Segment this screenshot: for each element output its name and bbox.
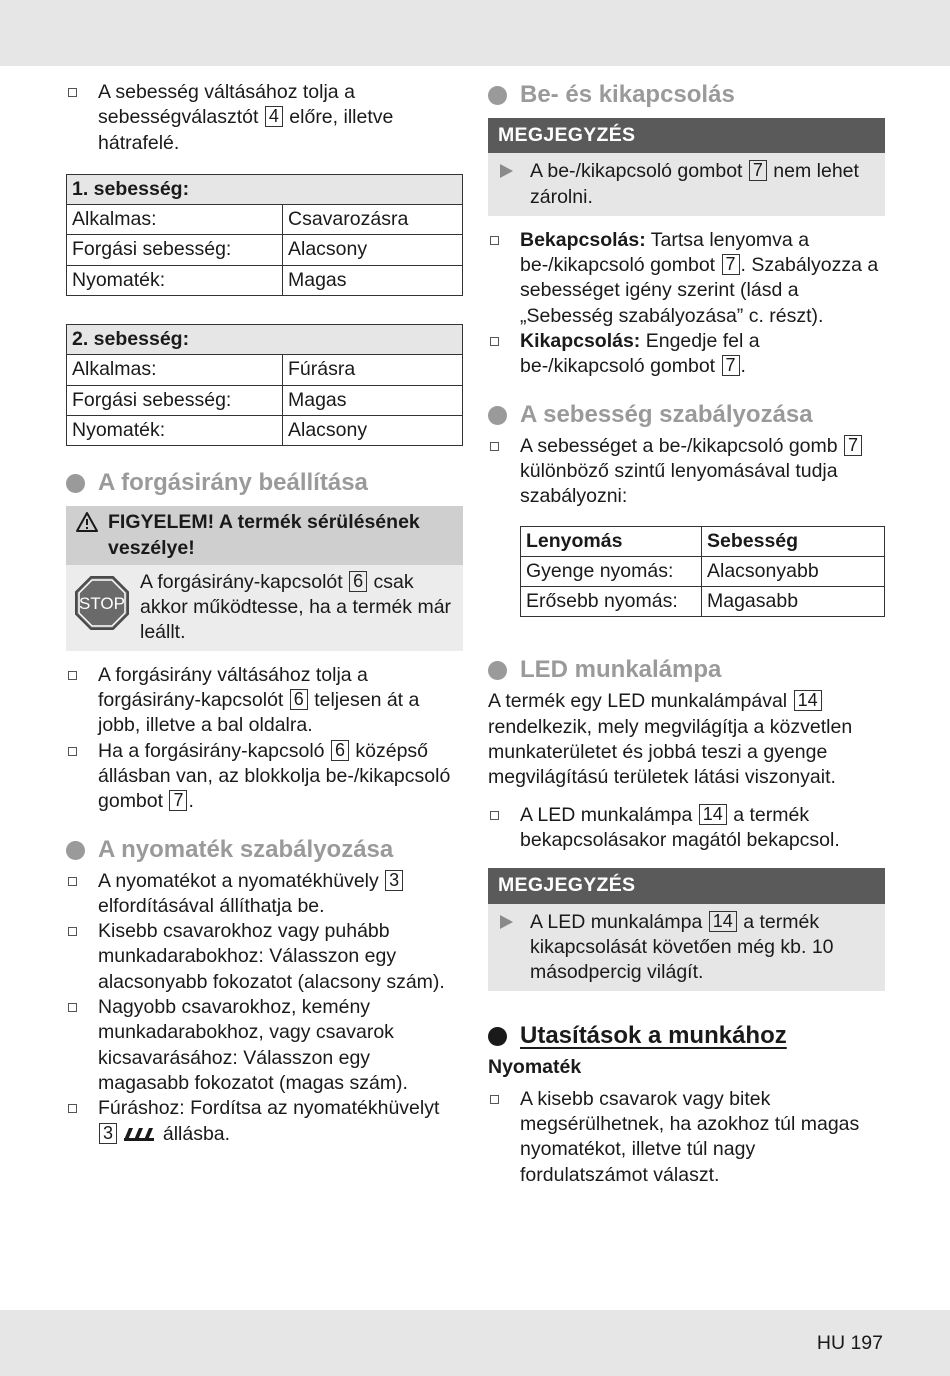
led-note bbox=[488, 868, 885, 991]
pressure-table-wrap bbox=[488, 526, 885, 618]
speed-instruction: A sebességet a be-/kikapcsoló gomb 7 különböző szintű lenyomásával tudja szabályozni: bbox=[488, 434, 885, 510]
section-bullet-icon bbox=[488, 406, 507, 425]
drill-symbol-icon bbox=[123, 1124, 157, 1149]
svg-text:STOP: STOP bbox=[79, 593, 125, 613]
table-row: Alkalmas: Fúrásra bbox=[67, 355, 463, 385]
right-column bbox=[488, 80, 885, 1188]
speed1-table bbox=[66, 174, 463, 296]
note-header: MEGJEGYZÉS bbox=[488, 118, 885, 153]
checkbox-bullet-icon bbox=[490, 442, 499, 451]
speed1-title: 1. sebesség: bbox=[67, 174, 463, 204]
checkbox-bullet-icon bbox=[68, 1003, 77, 1012]
part-ref-4: 4 bbox=[265, 106, 283, 127]
checkbox-bullet-icon bbox=[68, 1104, 77, 1113]
direction-bullet-2: Ha a forgásirány-kapcsoló 6 középső állásban van, az blokkolja be-/kikapcsoló gombot 7 . bbox=[66, 739, 463, 815]
table-row: Nyomaték: Magas bbox=[67, 265, 463, 295]
checkbox-bullet-icon bbox=[490, 337, 499, 346]
section-bullet-icon bbox=[66, 841, 85, 860]
checkbox-bullet-icon bbox=[490, 811, 499, 820]
part-ref-14: 14 bbox=[699, 804, 727, 825]
table-row: Forgási sebesség: Alacsony bbox=[67, 235, 463, 265]
part-ref-7: 7 bbox=[722, 355, 740, 376]
warning-body: STOP A forgásirány-kapcsolót 6 csak akkor működtesse, ha a termék már leállt. bbox=[66, 565, 463, 651]
torque-bullet-3: Nagyobb csavarokhoz, kemény munkadarabokhoz, vagy csavarok kicsavarásához: Válasszon egy magasabb fokozatot (magas szám). bbox=[66, 995, 463, 1096]
speed2-title: 2. sebesség: bbox=[67, 325, 463, 355]
led-bullet: A LED munkalámpa 14 a termék bekapcsolásakor magától bekapcsol. bbox=[488, 803, 885, 854]
led-section-title: LED munkalámpa bbox=[488, 655, 885, 685]
warning-triangle-icon bbox=[76, 512, 98, 539]
warning-header: FIGYELEM! A termék sérülésének veszélye! bbox=[66, 506, 463, 565]
checkbox-bullet-icon bbox=[68, 927, 77, 936]
switch-off-instruction: Kikapcsolás: Engedje fel a be-/kikapcsoló gombot 7 . bbox=[488, 329, 885, 380]
checkbox-bullet-icon bbox=[68, 747, 77, 756]
work-bullet: A kisebb csavarok vagy bitek megsérülhetnek, ha azokhoz túl magas nyomatékot, illetve túl nagy fordulatszámot választ. bbox=[488, 1087, 885, 1188]
onoff-section-title: Be- és kikapcsolás bbox=[488, 80, 885, 110]
table-row: Erősebb nyomás: Magasabb bbox=[521, 587, 885, 617]
table-header-row: Lenyomás Sebesség bbox=[521, 526, 885, 556]
part-ref-3: 3 bbox=[385, 870, 403, 891]
note-body: A LED munkalámpa 14 a termék kikapcsolását követően még kb. 10 másodpercig világít. bbox=[488, 904, 885, 992]
part-ref-7: 7 bbox=[749, 160, 767, 181]
torque-subheading: Nyomaték bbox=[488, 1056, 582, 1079]
speed2-table bbox=[66, 324, 463, 446]
part-ref-6: 6 bbox=[349, 571, 367, 592]
table-row: Nyomaték: Alacsony bbox=[67, 415, 463, 445]
part-ref-6: 6 bbox=[331, 740, 349, 761]
part-ref-7: 7 bbox=[169, 790, 187, 811]
direction-section-title: A forgásirány beállítása bbox=[66, 468, 463, 498]
note-header: MEGJEGYZÉS bbox=[488, 868, 885, 903]
checkbox-bullet-icon bbox=[68, 88, 77, 97]
part-ref-6: 6 bbox=[290, 689, 308, 710]
footer-band bbox=[0, 1310, 950, 1376]
note-body: A be-/kikapcsoló gombot 7 nem lehet zárolni. bbox=[488, 153, 885, 216]
checkbox-bullet-icon bbox=[490, 236, 499, 245]
work-section-title: Utasítások a munkához bbox=[488, 1021, 885, 1051]
section-bullet-icon bbox=[488, 86, 507, 105]
checkbox-bullet-icon bbox=[490, 1095, 499, 1104]
table-row: Forgási sebesség: Magas bbox=[67, 385, 463, 415]
torque-bullet-4: Fúráshoz: Fordítsa az nyomatékhüvelyt 3 állásba. bbox=[66, 1096, 463, 1149]
led-description: A termék egy LED munkalámpával 14 rendelkezik, mely megvilágítja a közvetlen munkaterületet és jobbá teszi a gyenge megvilágítású területek látási viszonyait. bbox=[488, 690, 853, 789]
direction-bullet-1: A forgásirány váltásához tolja a forgásirány-kapcsolót 6 teljesen át a jobb, illetve a bal oldalra. bbox=[66, 663, 463, 739]
checkbox-bullet-icon bbox=[68, 877, 77, 886]
warning-box bbox=[66, 506, 463, 650]
arrow-right-icon bbox=[500, 915, 513, 929]
torque-bullet-2: Kisebb csavarokhoz vagy puhább munkadarabokhoz: Válasszon egy alacsonyabb fokozatot (alacsony szám). bbox=[66, 919, 463, 995]
arrow-right-icon bbox=[500, 164, 513, 178]
speed-section-title: A sebesség szabályozása bbox=[488, 400, 885, 430]
section-bullet-icon bbox=[66, 474, 85, 493]
part-ref-7: 7 bbox=[844, 435, 862, 456]
switch-on-instruction: Bekapcsolás: Tartsa lenyomva a be-/kikapcsoló gombot 7 . Szabályozza a sebességet igény szerint (lásd a „Sebesség szabályozása” c. részt). bbox=[488, 228, 885, 329]
torque-bullet-1: A nyomatékot a nyomatékhüvely 3 elfordításával állíthatja be. bbox=[66, 869, 463, 920]
table-row: Gyenge nyomás: Alacsonyabb bbox=[521, 556, 885, 586]
part-ref-14: 14 bbox=[709, 911, 737, 932]
page-number: HU 197 bbox=[816, 1332, 883, 1354]
onoff-note bbox=[488, 118, 885, 216]
speed-switch-instruction: A sebesség váltásához tolja a sebességválasztót 4 előre, illetve hátrafelé. bbox=[66, 80, 463, 156]
part-ref-7: 7 bbox=[722, 254, 740, 275]
torque-section-title: A nyomaték szabályozása bbox=[66, 835, 463, 865]
header-band bbox=[0, 0, 950, 66]
stop-sign-icon bbox=[74, 575, 130, 638]
checkbox-bullet-icon bbox=[68, 671, 77, 680]
pressure-table bbox=[520, 526, 885, 618]
table-row: Alkalmas: Csavarozásra bbox=[67, 205, 463, 235]
section-bullet-icon bbox=[488, 661, 507, 680]
part-ref-3: 3 bbox=[99, 1123, 117, 1144]
section-bullet-icon bbox=[488, 1027, 507, 1046]
left-column bbox=[66, 80, 463, 1149]
part-ref-14: 14 bbox=[794, 690, 822, 711]
